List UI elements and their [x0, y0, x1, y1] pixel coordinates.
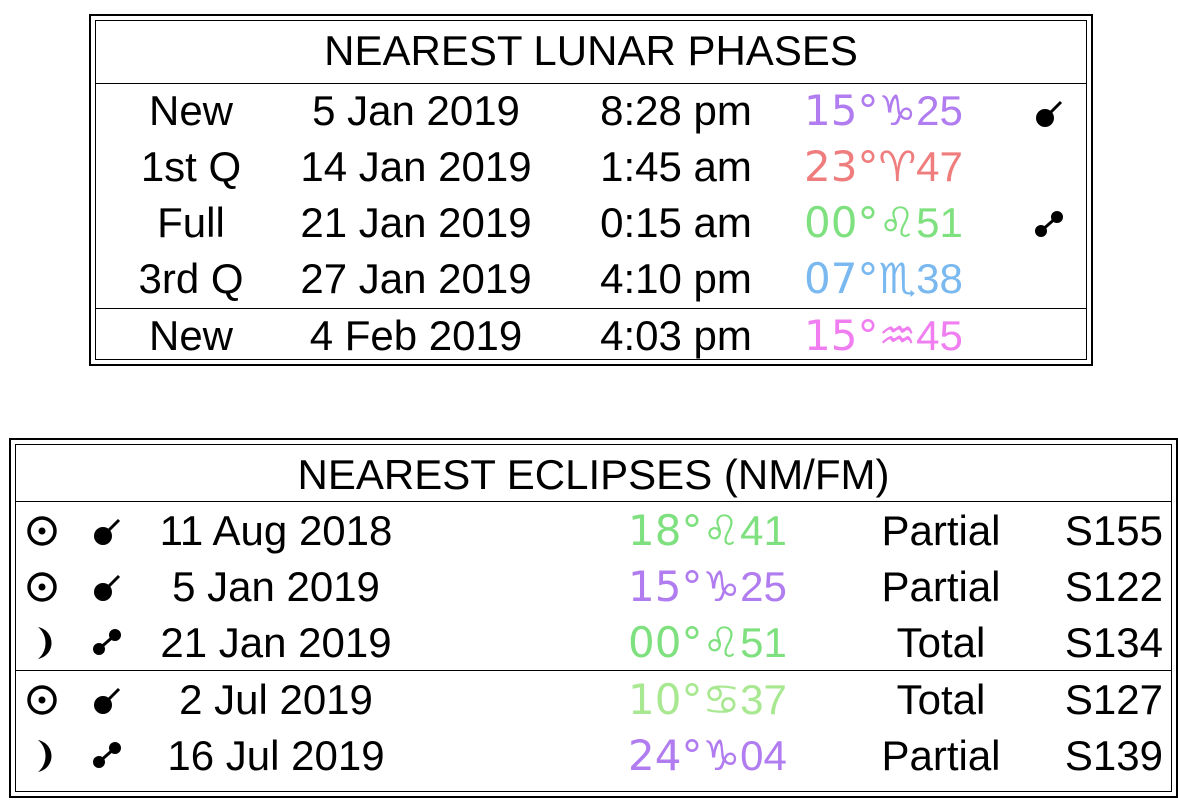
eclipse-date: 16 Jul 2019 [167, 732, 385, 779]
lunar-position: 00°♌51 [804, 198, 963, 247]
eclipse-position: 10°♋37 [628, 675, 787, 724]
eclipse-position: 24°♑04 [628, 731, 787, 780]
eclipse-saros: S122 [1064, 563, 1163, 610]
eclipse-row [16, 503, 1171, 559]
lunar-phase: 1st Q [140, 143, 242, 190]
cancer-icon: ♋ [702, 675, 741, 724]
full-moon-eclipse-icon [92, 740, 122, 770]
eclipse-kind: Partial [881, 507, 1001, 554]
lunar-time: 4:10 pm [600, 255, 752, 302]
lunar-phases-inner-frame [95, 20, 1087, 360]
lunar-phase: New [148, 87, 234, 134]
lunar-date: 14 Jan 2019 [300, 143, 532, 190]
capricorn-icon: ♑ [878, 86, 917, 135]
lunar-date: 4 Feb 2019 [309, 312, 523, 359]
new-moon-eclipse-icon [92, 573, 122, 603]
new-moon-eclipse-icon [92, 517, 122, 547]
eclipse-date: 11 Aug 2018 [159, 507, 393, 554]
eclipse-kind: Partial [881, 563, 1001, 610]
lunar-position: 23°♈47 [804, 142, 963, 191]
scorpio-icon: ♏ [878, 254, 917, 303]
eclipse-saros: S139 [1064, 732, 1163, 779]
new-moon-eclipse-icon [1034, 99, 1064, 129]
aquarius-icon: ♒ [878, 311, 917, 360]
lunar-phase: New [148, 312, 234, 359]
eclipse-kind: Total [896, 676, 986, 723]
lunar-row [96, 83, 1086, 139]
eclipse-saros: S127 [1064, 676, 1163, 723]
eclipses-inner-frame [15, 444, 1172, 792]
lunar-phase: 3rd Q [138, 255, 244, 302]
capricorn-icon: ♑ [702, 562, 741, 611]
eclipse-kind: Partial [881, 732, 1001, 779]
new-moon-eclipse-icon [92, 686, 122, 716]
capricorn-icon: ♑ [702, 731, 741, 780]
full-moon-eclipse-icon [92, 627, 122, 657]
moon-icon [30, 738, 58, 774]
lunar-position: 07°♏38 [804, 254, 963, 303]
eclipse-kind: Total [896, 619, 986, 666]
eclipse-date: 2 Jul 2019 [179, 676, 373, 723]
eclipse-position: 15°♑25 [628, 562, 787, 611]
sun-icon [26, 515, 58, 547]
eclipse-position: 18°♌41 [628, 506, 787, 555]
lunar-time: 0:15 am [600, 199, 752, 246]
lunar-row [96, 195, 1086, 251]
leo-icon: ♌ [878, 198, 917, 247]
sun-icon [26, 571, 58, 603]
aries-icon: ♈ [878, 142, 917, 191]
lunar-phase: Full [157, 199, 225, 246]
eclipse-row [16, 728, 1171, 784]
lunar-date: 5 Jan 2019 [312, 87, 520, 134]
moon-icon [30, 625, 58, 661]
lunar-position: 15°♒45 [804, 311, 963, 360]
lunar-time: 8:28 pm [600, 87, 752, 134]
eclipse-row [16, 559, 1171, 615]
eclipse-position: 00°♌51 [628, 618, 787, 667]
eclipse-date: 5 Jan 2019 [172, 563, 380, 610]
lunar-phases-title: NEAREST LUNAR PHASES [324, 27, 858, 74]
eclipses-title: NEAREST ECLIPSES (NM/FM) [297, 451, 890, 498]
lunar-phases-table [89, 14, 1093, 366]
lunar-position: 15°♑25 [804, 86, 963, 135]
lunar-date: 27 Jan 2019 [300, 255, 532, 302]
eclipses-table [9, 438, 1178, 798]
eclipse-row [16, 672, 1171, 728]
full-moon-eclipse-icon [1034, 209, 1064, 239]
lunar-row [96, 308, 1086, 364]
leo-icon: ♌ [702, 618, 741, 667]
eclipse-date: 21 Jan 2019 [160, 619, 392, 666]
eclipse-saros: S155 [1064, 507, 1163, 554]
sun-icon [26, 684, 58, 716]
lunar-date: 21 Jan 2019 [300, 199, 532, 246]
leo-icon: ♌ [702, 506, 741, 555]
eclipse-row [16, 615, 1171, 671]
lunar-row [96, 251, 1086, 307]
lunar-time: 4:03 pm [600, 312, 752, 359]
lunar-time: 1:45 am [600, 143, 752, 190]
eclipses-title-divider [16, 501, 1171, 502]
lunar-row [96, 139, 1086, 195]
eclipse-saros: S134 [1064, 619, 1163, 666]
